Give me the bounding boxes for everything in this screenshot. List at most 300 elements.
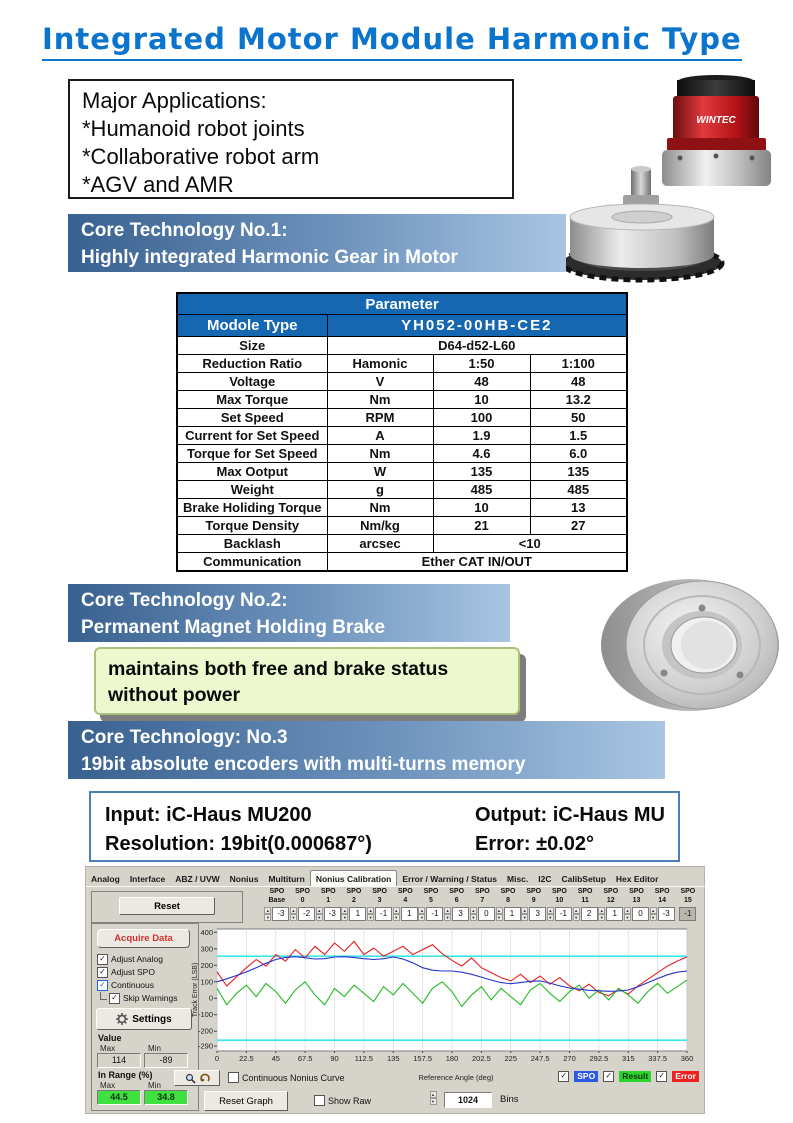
- spo-index-label: 0: [300, 896, 305, 904]
- module-type-label: Modole Type: [177, 315, 327, 337]
- spo-value-box[interactable]: -1: [679, 907, 696, 921]
- max-label: Max: [100, 1081, 116, 1090]
- table-row: [177, 391, 627, 409]
- min-label: Min: [148, 1081, 161, 1090]
- tab-nonius[interactable]: Nonius: [229, 874, 259, 884]
- svg-text:Track Error (LSB): Track Error (LSB): [192, 962, 199, 1018]
- bins-label: Bins: [500, 1094, 519, 1105]
- spec-cell: Communication: [177, 553, 327, 572]
- spo-column-13: [624, 888, 650, 928]
- spo-value-box[interactable]: -1: [375, 907, 392, 921]
- spo-column-9: [521, 888, 547, 928]
- spec-cell: 50: [530, 409, 627, 427]
- spo-prefix-label: SPO: [500, 888, 516, 895]
- svg-text:180: 180: [445, 1054, 459, 1063]
- chevron-up-icon[interactable]: ▲: [497, 908, 502, 913]
- legend-chip: Result: [619, 1071, 651, 1082]
- brake-note: maintains both free and brake status without power: [94, 647, 520, 715]
- spo-spinner[interactable]: [547, 907, 554, 920]
- svg-text:67.5: 67.5: [297, 1054, 313, 1063]
- spo-value-box[interactable]: -3: [658, 907, 675, 921]
- chevron-up-icon[interactable]: ▲: [317, 908, 322, 913]
- svg-text:300: 300: [200, 944, 213, 954]
- spo-value-box[interactable]: 3: [452, 907, 469, 921]
- spec-cell: 135: [530, 463, 627, 481]
- spo-spinner[interactable]: [290, 907, 297, 920]
- checkbox-skip-warnings: [97, 992, 177, 1004]
- chevron-up-icon[interactable]: ▲: [574, 908, 579, 913]
- spo-prefix-label: SPO: [346, 888, 362, 895]
- page-title: Integrated Motor Module Harmonic Type: [42, 22, 742, 61]
- calibration-software-window: [85, 866, 705, 1114]
- spo-index-label: 7: [480, 896, 485, 904]
- chevron-down-icon[interactable]: ▼: [430, 1098, 437, 1105]
- spo-column-15: [675, 888, 701, 928]
- svg-text:-290: -290: [197, 1041, 213, 1051]
- svg-text:270: 270: [563, 1054, 576, 1063]
- svg-text:157.5: 157.5: [413, 1054, 433, 1063]
- spo-value-box[interactable]: 1: [349, 907, 366, 921]
- chevron-down-icon[interactable]: ▼: [317, 915, 322, 920]
- spo-control: [444, 907, 470, 921]
- svg-text:135: 135: [386, 1054, 400, 1063]
- chart-legend: [558, 1071, 699, 1082]
- spo-control: [521, 907, 547, 921]
- spo-index-label: 5: [429, 896, 433, 904]
- spec-cell: Hamonic: [327, 355, 433, 373]
- spo-spinner[interactable]: [470, 907, 477, 920]
- spo-prefix-label: SPO: [629, 888, 644, 895]
- spec-cell: 10: [433, 499, 530, 517]
- chevron-down-icon[interactable]: ▼: [265, 915, 270, 920]
- spo-index-label: 4: [403, 896, 408, 904]
- chevron-down-icon[interactable]: ▼: [394, 915, 399, 920]
- spo-index-label: 13: [632, 896, 641, 904]
- reset-button[interactable]: Reset: [119, 897, 215, 915]
- value-section-title: Value: [98, 1033, 122, 1043]
- chart-canvas: [189, 927, 703, 1069]
- tab-calibsetup[interactable]: CalibSetup: [561, 874, 606, 884]
- spo-index-label: 12: [606, 896, 615, 904]
- spo-value-box[interactable]: 1: [504, 907, 521, 921]
- continuous-nonius-label: Continuous Nonius Curve: [242, 1072, 345, 1083]
- svg-text:360: 360: [680, 1054, 694, 1063]
- spec-cell: 135: [433, 463, 530, 481]
- graph-zoom-tools-button[interactable]: [174, 1070, 220, 1086]
- spo-value-box[interactable]: -1: [426, 907, 443, 921]
- spo-prefix-label: SPO: [577, 888, 593, 895]
- chevron-up-icon[interactable]: ▲: [445, 908, 450, 913]
- spec-cell: 6.0: [530, 445, 627, 463]
- svg-text:45: 45: [271, 1054, 280, 1063]
- tab-multiturn[interactable]: Multiturn: [268, 874, 305, 884]
- spec-cell: 13: [530, 499, 627, 517]
- spec-cell: 4.6: [433, 445, 530, 463]
- encoder-resolution: Resolution: 19bit(0.000687°): [105, 833, 372, 855]
- value-min-box: -89: [144, 1053, 188, 1068]
- spo-value-box[interactable]: -1: [555, 907, 572, 921]
- spec-cell: Current for Set Speed: [177, 427, 327, 445]
- table-row: [177, 481, 627, 499]
- checkbox-label: Continuous: [111, 980, 155, 990]
- chevron-up-icon[interactable]: ▲: [471, 908, 476, 913]
- spo-spinner[interactable]: [496, 907, 503, 920]
- bins-spinner[interactable]: [430, 1091, 437, 1104]
- spo-spinner[interactable]: [624, 907, 631, 920]
- bins-value-box[interactable]: 1024: [444, 1092, 492, 1108]
- spo-prefix-label: SPO: [474, 888, 490, 895]
- svg-text:292.5: 292.5: [589, 1054, 609, 1063]
- svg-text:337.5: 337.5: [648, 1054, 668, 1063]
- table-row: [177, 553, 627, 572]
- spo-prefix-label: SPO: [320, 888, 336, 895]
- adjust-spo-checkbox[interactable]: ✓: [97, 967, 108, 978]
- spo-control: [418, 907, 444, 921]
- spo-column-1: [315, 888, 341, 928]
- continuous-nonius-row: [228, 1072, 345, 1083]
- spo-column-6: [444, 888, 470, 928]
- applications-box: [68, 79, 514, 199]
- spo-control: [649, 907, 675, 921]
- spo-column-base: [264, 888, 290, 928]
- spec-cell: Size: [177, 337, 327, 355]
- svg-text:200: 200: [200, 960, 213, 970]
- chevron-down-icon[interactable]: ▼: [574, 915, 579, 920]
- chevron-down-icon[interactable]: ▼: [368, 915, 373, 920]
- spo-value-box[interactable]: 3: [529, 907, 546, 921]
- chevron-down-icon[interactable]: ▼: [522, 915, 527, 920]
- spec-cell: 485: [433, 481, 530, 499]
- checkbox-label: Skip Warnings: [123, 993, 178, 1003]
- spo-value-box[interactable]: 1: [401, 907, 418, 921]
- banner-line: Permanent Magnet Holding Brake: [81, 616, 386, 638]
- spo-control: [290, 907, 316, 921]
- checkbox-adjust-analog: [97, 953, 163, 965]
- spo-prefix-label: SPO: [654, 888, 670, 895]
- spec-cell: A: [327, 427, 433, 445]
- spo-prefix-label: SPO: [603, 888, 619, 895]
- svg-text:0: 0: [214, 1054, 220, 1063]
- value-max-box: 114: [97, 1053, 141, 1068]
- chevron-up-icon[interactable]: ▲: [548, 908, 553, 913]
- svg-text:202.5: 202.5: [471, 1054, 491, 1063]
- settings-button[interactable]: [96, 1008, 192, 1030]
- spec-cell: Torque Density: [177, 517, 327, 535]
- tab-hex-editor[interactable]: Hex Editor: [615, 874, 659, 884]
- banner-line: Core Technology: No.3: [81, 727, 288, 748]
- spo-column-14: [649, 888, 675, 928]
- tab-analog[interactable]: Analog: [91, 874, 120, 884]
- spec-cell: V: [327, 373, 433, 391]
- spec-cell: Nm: [327, 445, 433, 463]
- table-row: [177, 409, 627, 427]
- table-row: [177, 337, 627, 355]
- spo-control: [392, 907, 418, 921]
- spec-cell: 1.5: [530, 427, 627, 445]
- spo-control: [675, 907, 701, 921]
- gear-icon: [116, 1013, 128, 1025]
- spec-cell: 1:50: [433, 355, 530, 373]
- skip-warnings-checkbox[interactable]: ✓: [109, 993, 120, 1004]
- chevron-down-icon[interactable]: ▼: [445, 915, 450, 920]
- spec-cell: 1:100: [530, 355, 627, 373]
- tab-nonius-calibration[interactable]: Nonius Calibration: [310, 870, 398, 886]
- spo-prefix-label: SPO: [423, 888, 439, 895]
- spo-column-4: [392, 888, 418, 928]
- spo-index-label: 9: [531, 896, 536, 904]
- spo-spinner[interactable]: [573, 907, 580, 920]
- svg-text:90: 90: [330, 1054, 339, 1063]
- chevron-up-icon[interactable]: ▲: [291, 908, 296, 913]
- spec-cell: 21: [433, 517, 530, 535]
- chevron-down-icon[interactable]: ▼: [625, 915, 630, 920]
- checkbox-label: Adjust Analog: [111, 954, 163, 964]
- table-row: [177, 517, 627, 535]
- spo-prefix-label: SPO: [449, 888, 465, 895]
- spo-column-3: [367, 888, 393, 928]
- spo-spinner[interactable]: [598, 907, 605, 920]
- continuous-checkbox[interactable]: ✓: [97, 980, 108, 991]
- spec-cell: 485: [530, 481, 627, 499]
- spo-column-2: [341, 888, 367, 928]
- spec-cell: Weight: [177, 481, 327, 499]
- banner-line: 19bit absolute encoders with multi-turns memory: [81, 753, 526, 775]
- core-tech-1-banner: [68, 214, 566, 272]
- spec-table-header: Parameter: [177, 293, 627, 315]
- max-label: Max: [100, 1044, 116, 1053]
- settings-label: Settings: [132, 1013, 172, 1025]
- product-photo-brake: [598, 576, 793, 714]
- spo-spinner[interactable]: [444, 907, 451, 920]
- spec-cell: Nm: [327, 391, 433, 409]
- spo-column-11: [572, 888, 598, 928]
- tab-error-warning-status[interactable]: Error / Warning / Status: [402, 874, 497, 884]
- range-section-title: In Range (%): [98, 1070, 153, 1080]
- chevron-up-icon[interactable]: ▲: [394, 908, 399, 913]
- module-type-value: YH052-00HB-CE2: [327, 315, 627, 337]
- chevron-down-icon[interactable]: ▼: [548, 915, 553, 920]
- spo-control: [367, 907, 393, 921]
- spec-cell: Voltage: [177, 373, 327, 391]
- spec-cell: 1.9: [433, 427, 530, 445]
- reset-groupbox: [91, 891, 243, 923]
- spo-value-box[interactable]: 0: [478, 907, 495, 921]
- spo-control: [315, 907, 341, 921]
- spo-index-label: 14: [658, 896, 667, 904]
- spo-index-label: 2: [351, 896, 356, 904]
- motor-brand-label: WINTEC: [696, 115, 736, 126]
- spec-cell: 48: [433, 373, 530, 391]
- applications-item: *Humanoid robot joints: [82, 116, 305, 142]
- legend-chip: SPO: [574, 1071, 598, 1082]
- spec-cell: g: [327, 481, 433, 499]
- svg-text:315: 315: [621, 1054, 635, 1063]
- legend-chip: Error: [672, 1071, 699, 1082]
- chevron-up-icon[interactable]: ▲: [419, 908, 424, 913]
- core-tech-3-banner: [68, 721, 665, 779]
- svg-text:225: 225: [504, 1054, 518, 1063]
- spo-index-label: 6: [454, 896, 459, 904]
- track-error-chart: [189, 927, 703, 1069]
- spo-control: [495, 907, 521, 921]
- spo-column-5: [418, 888, 444, 928]
- spo-spinner[interactable]: [650, 907, 657, 920]
- spo-spinner[interactable]: [316, 907, 323, 920]
- spo-value-box[interactable]: -3: [272, 907, 289, 921]
- spo-adjustment-row: [264, 888, 702, 928]
- spo-spinner[interactable]: [341, 907, 348, 920]
- spo-value-box[interactable]: 2: [581, 907, 598, 921]
- spec-cell: Ether CAT IN/OUT: [327, 553, 627, 572]
- spec-cell: 27: [530, 517, 627, 535]
- checkbox-continuous: [97, 979, 154, 991]
- chevron-up-icon[interactable]: ▲: [265, 908, 270, 913]
- error-series-checkbox[interactable]: ✓: [656, 1071, 667, 1082]
- applications-heading: Major Applications:: [82, 88, 267, 113]
- core-tech-2-banner: [68, 584, 510, 642]
- continuous-nonius-checkbox[interactable]: [228, 1072, 239, 1083]
- spo-spinner[interactable]: [393, 907, 400, 920]
- chevron-down-icon[interactable]: ▼: [651, 915, 656, 920]
- spo-control: [624, 907, 650, 921]
- chevron-up-icon[interactable]: ▲: [342, 908, 347, 913]
- spo-index-label: 8: [506, 896, 510, 904]
- checkbox-label: Adjust SPO: [111, 967, 155, 977]
- encoder-output: Output: iC-Haus MU: [475, 804, 665, 826]
- banner-line: Core Technology No.2:: [81, 590, 288, 611]
- spec-cell: Reduction Ratio: [177, 355, 327, 373]
- legend-item-result: [603, 1071, 651, 1082]
- spec-cell: Backlash: [177, 535, 327, 553]
- applications-item: *AGV and AMR: [82, 172, 234, 198]
- product-photo-actuator: [555, 165, 730, 285]
- spo-control: [547, 907, 573, 921]
- spo-control: [470, 907, 496, 921]
- tab-interface[interactable]: Interface: [129, 874, 166, 884]
- spec-cell: Brake Holiding Torque: [177, 499, 327, 517]
- spec-cell: Max Ootput: [177, 463, 327, 481]
- chevron-up-icon[interactable]: ▲: [368, 908, 373, 913]
- svg-text:22.5: 22.5: [239, 1054, 254, 1063]
- spo-series-checkbox[interactable]: ✓: [558, 1071, 569, 1082]
- svg-text:0: 0: [208, 993, 213, 1003]
- spec-cell: Torque for Set Speed: [177, 445, 327, 463]
- encoder-box: [89, 791, 680, 862]
- chevron-down-icon[interactable]: ▼: [342, 915, 347, 920]
- reset-graph-button[interactable]: Reset Graph: [204, 1091, 288, 1111]
- spec-cell: Max Torque: [177, 391, 327, 409]
- svg-text:-200: -200: [197, 1026, 213, 1036]
- spec-cell: 48: [530, 373, 627, 391]
- chevron-down-icon[interactable]: ▼: [471, 915, 476, 920]
- spo-index-label: 11: [581, 896, 589, 904]
- spo-control: [572, 907, 598, 921]
- undo-icon: [199, 1073, 210, 1084]
- acquire-data-button[interactable]: Acquire Data: [97, 929, 190, 948]
- encoder-error: Error: ±0.02°: [475, 833, 595, 855]
- spo-prefix-label: SPO: [295, 888, 310, 895]
- tab-abz-uvw[interactable]: ABZ / UVW: [175, 874, 220, 884]
- spo-value-box[interactable]: -2: [298, 907, 315, 921]
- show-raw-checkbox[interactable]: [314, 1095, 325, 1106]
- spo-index-label: 15: [683, 896, 692, 904]
- tab-i2c[interactable]: I2C: [538, 874, 552, 884]
- spo-spinner[interactable]: [521, 907, 528, 920]
- chevron-up-icon[interactable]: ▲: [522, 908, 527, 913]
- spo-index-label: Base: [268, 896, 286, 904]
- x-axis-label: Reference Angle (deg): [418, 1073, 494, 1082]
- banner-line: Core Technology No.1:: [81, 220, 288, 241]
- spo-prefix-label: SPO: [269, 888, 285, 895]
- spo-column-0: [290, 888, 316, 928]
- tab-misc[interactable]: Misc.: [507, 874, 529, 884]
- spo-spinner[interactable]: [264, 907, 271, 920]
- show-raw-row: [314, 1095, 371, 1106]
- legend-item-spo: [558, 1071, 598, 1082]
- chevron-up-icon[interactable]: ▲: [430, 1091, 437, 1098]
- chevron-up-icon[interactable]: ▲: [625, 908, 630, 913]
- spo-column-12: [598, 888, 624, 928]
- spo-column-8: [495, 888, 521, 928]
- range-min-box: 34.8: [144, 1090, 188, 1105]
- table-row: [177, 427, 627, 445]
- show-raw-label: Show Raw: [328, 1095, 372, 1106]
- applications-item: *Collaborative robot arm: [82, 144, 320, 170]
- spec-cell: 100: [433, 409, 530, 427]
- chevron-up-icon[interactable]: ▲: [599, 908, 604, 913]
- spo-value-box[interactable]: -3: [324, 907, 341, 921]
- spo-control: [598, 907, 624, 921]
- chevron-up-icon[interactable]: ▲: [651, 908, 656, 913]
- spo-prefix-label: SPO: [372, 888, 387, 895]
- spo-prefix-label: SPO: [552, 888, 567, 895]
- banner-line: Highly integrated Harmonic Gear in Motor: [81, 246, 458, 268]
- svg-text:100: 100: [200, 977, 213, 987]
- svg-text:400: 400: [200, 927, 213, 937]
- chevron-down-icon[interactable]: ▼: [419, 915, 424, 920]
- spo-control: [264, 907, 290, 921]
- legend-item-error: [656, 1071, 699, 1082]
- spec-cell: W: [327, 463, 433, 481]
- spo-value-box[interactable]: 1: [606, 907, 623, 921]
- tab-bar: [86, 867, 706, 887]
- adjust-analog-checkbox[interactable]: ✓: [97, 954, 108, 965]
- result-series-checkbox[interactable]: ✓: [603, 1071, 614, 1082]
- tree-elbow: [100, 992, 107, 1000]
- table-row: [177, 445, 627, 463]
- chevron-down-icon[interactable]: ▼: [291, 915, 296, 920]
- spec-cell: 10: [433, 391, 530, 409]
- spec-cell: 13.2: [530, 391, 627, 409]
- spo-prefix-label: SPO: [397, 888, 413, 895]
- svg-text:-100: -100: [197, 1010, 213, 1020]
- spec-cell: arcsec: [327, 535, 433, 553]
- spo-spinner[interactable]: [418, 907, 425, 920]
- spo-index-label: 10: [555, 896, 564, 904]
- svg-text:112.5: 112.5: [354, 1054, 373, 1063]
- spo-prefix-label: SPO: [680, 888, 696, 895]
- chevron-down-icon[interactable]: ▼: [497, 915, 502, 920]
- chevron-down-icon[interactable]: ▼: [599, 915, 604, 920]
- encoder-input: Input: iC-Haus MU200: [105, 804, 312, 826]
- min-label: Min: [148, 1044, 161, 1053]
- table-row: [177, 373, 627, 391]
- table-row: [177, 355, 627, 373]
- spo-spinner[interactable]: [367, 907, 374, 920]
- spo-value-box[interactable]: 0: [632, 907, 649, 921]
- spec-cell: D64-d52-L60: [327, 337, 627, 355]
- spec-cell: Nm: [327, 499, 433, 517]
